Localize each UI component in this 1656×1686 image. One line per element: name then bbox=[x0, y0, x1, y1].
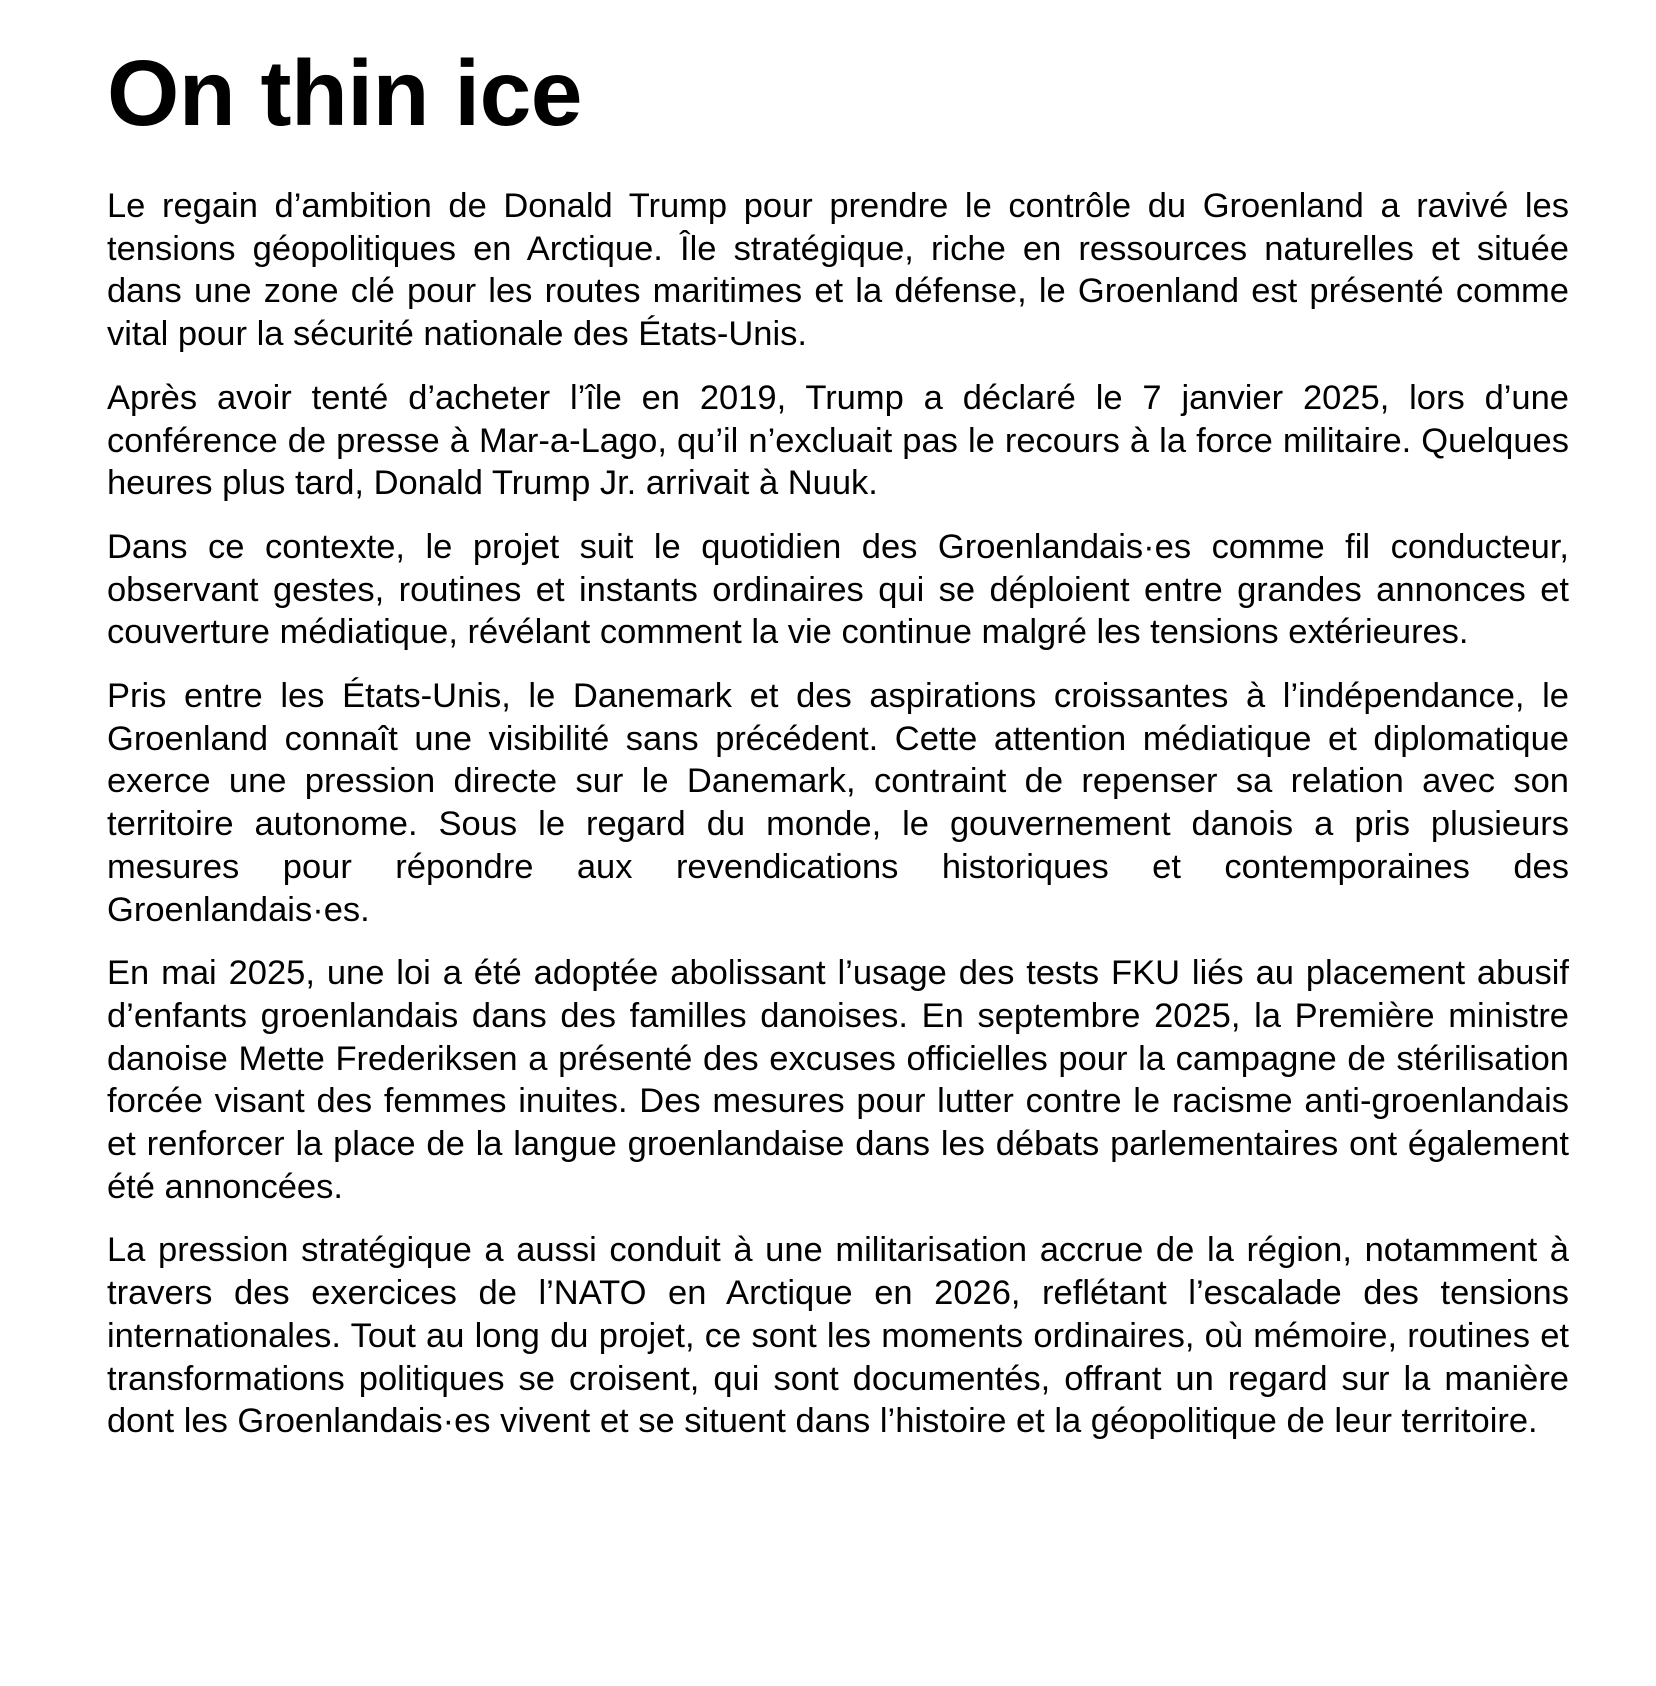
paragraph-5: En mai 2025, une loi a été adoptée abolissant l’usage des tests FKU liés au placement abusif d’enfants groenlandais dans des familles danoises. En septembre 2025, la Première ministre danoise Mette Frederiksen a présenté des excuses officielles pour la campagne de stérilisation forcée visant des femmes inuites. Des mesures pour lutter contre le racisme anti-groenlandais et renforcer la place de la langue groenlandaise dans les débats parlementaires ont également été annoncées. bbox=[107, 954, 1569, 1206]
document-body bbox=[107, 185, 1569, 1443]
paragraph-4: Pris entre les États-Unis, le Danemark et des aspirations croissantes à l’indépendance, le Groenland connaît une visibilité sans précédent. Cette attention médiatique et diplomatique exerce une pression directe sur le Danemark, contraint de repenser sa relation avec son territoire autonome. Sous le regard du monde, le gouvernement danois a pris plusieurs mesures pour répondre aux revendications historiques et contemporaines des Groenlandais·es. bbox=[107, 677, 1569, 929]
paragraph-2: Après avoir tenté d’acheter l’île en 2019, Trump a déclaré le 7 janvier 2025, lors d’une conférence de presse à Mar-a-Lago, qu’il n’excluait pas le recours à la force militaire. Quelques heures plus tard, Donald Trump Jr. arrivait à Nuuk. bbox=[107, 378, 1569, 503]
page-title: On thin ice bbox=[107, 41, 583, 145]
document-page bbox=[107, 38, 1569, 1464]
paragraph-3: Dans ce contexte, le projet suit le quotidien des Groenlandais·es comme fil conducteur, observant gestes, routines et instants ordinaires qui se déploient entre grandes annonces et couverture médiatique, révélant comment la vie continue malgré les tensions extérieures. bbox=[107, 527, 1569, 652]
paragraph-1: Le regain d’ambition de Donald Trump pour prendre le contrôle du Groenland a ravivé les tensions géopolitiques en Arctique. Île stratégique, riche en ressources naturelles et située dans une zone clé pour les routes maritimes et la défense, le Groenland est présenté comme vital pour la sécurité nationale des États-Unis. bbox=[107, 187, 1569, 354]
paragraph-6: La pression stratégique a aussi conduit à une militarisation accrue de la région, notamment à travers des exercices de l’NATO en Arctique en 2026, reflétant l’escalade des tensions internationales. Tout au long du projet, ce sont les moments ordinaires, où mémoire, routines et transformations politiques se croisent, qui sont documentés, offrant un regard sur la manière dont les Groenlandais·es vivent et se situent dans l’histoire et la géopolitique de leur territoire. bbox=[107, 1231, 1569, 1441]
